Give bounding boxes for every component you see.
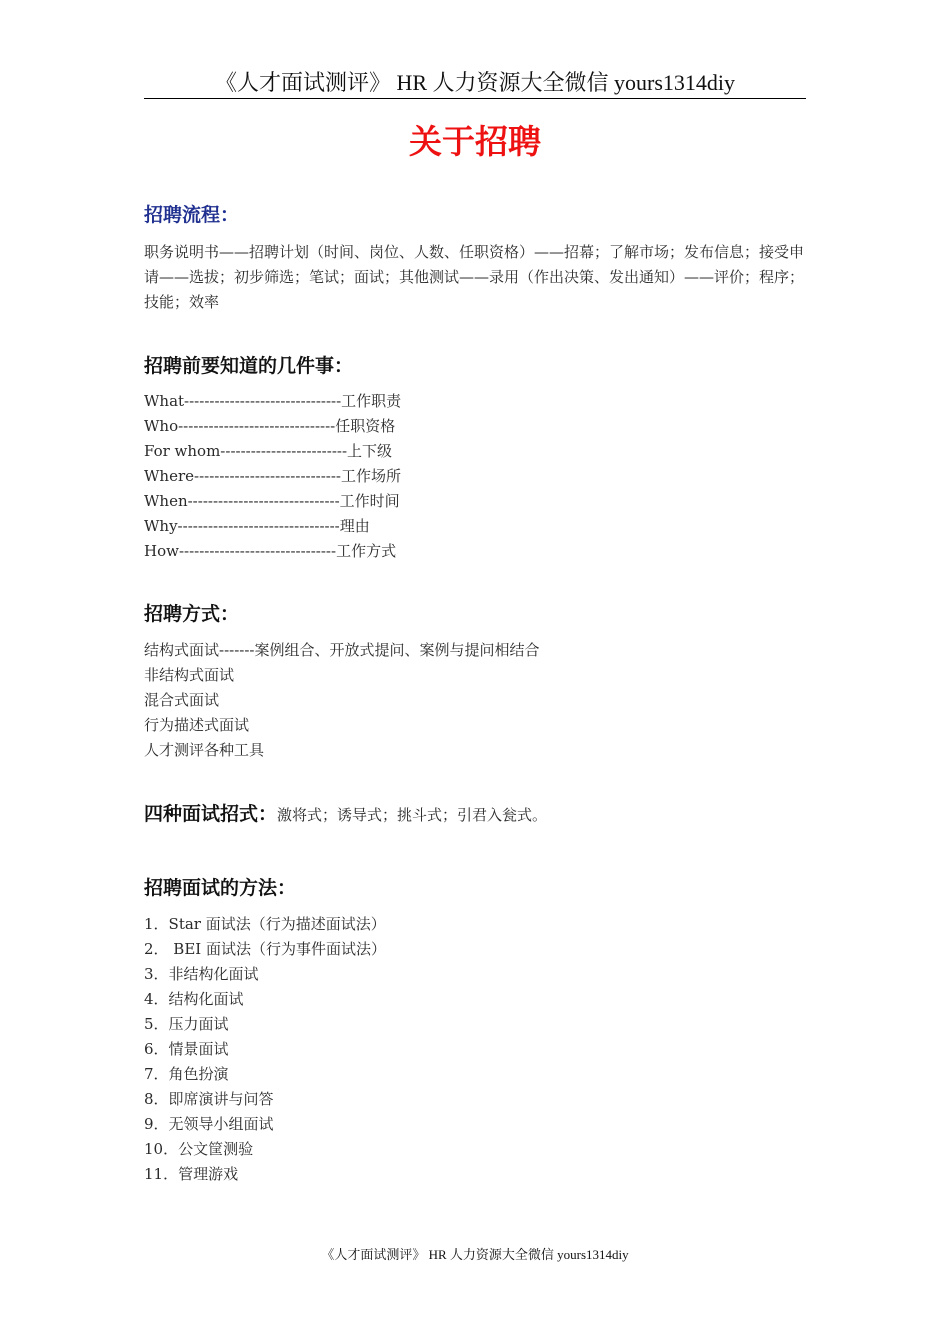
list-item: What-------------------------------工作职责 (144, 392, 402, 410)
recruitment-methods-list (144, 638, 539, 763)
list-item: 6．情景面试 (144, 1040, 229, 1058)
list-item: 11．管理游戏 (144, 1165, 239, 1183)
list-item: 4．结构化面试 (144, 990, 244, 1008)
list-item: 9．无领导小组面试 (144, 1115, 274, 1133)
list-item: 1．Star 面试法（行为描述面试法） (144, 915, 386, 933)
list-item: 5．压力面试 (144, 1015, 229, 1033)
page-header: 《人才面试测评》 HR 人力资源大全微信 yours1314diy (214, 70, 736, 95)
list-item: 8．即席演讲与问答 (144, 1090, 274, 1108)
list-item: Who-------------------------------任职资格 (144, 417, 396, 435)
list-item: Why--------------------------------理由 (144, 517, 370, 535)
section-heading-recruitment-methods: 招聘方式： (144, 603, 240, 625)
interview-methods-list (144, 912, 386, 1187)
document-title: 关于招聘 (409, 122, 541, 161)
list-item: 2． BEI 面试法（行为事件面试法） (144, 940, 386, 958)
four-tactics-text: 激将式；诱导式；挑斗式；引君入瓮式。 (277, 806, 548, 824)
list-item: How-------------------------------工作方式 (144, 542, 397, 560)
section-heading-things-to-know: 招聘前要知道的几件事： (144, 355, 354, 377)
page-footer: 《人才面试测评》 HR 人力资源大全微信 yours1314diy (321, 1247, 629, 1262)
recruitment-process-text: 职务说明书——招聘计划（时间、岗位、人数、任职资格）——招幕；了解市场；发布信息；接受申请——选拔；初步筛选；笔试；面试；其他测试——录用（作出决策、发出通知）——评价；程序；技能；效率 (144, 243, 805, 311)
list-item: When------------------------------工作时间 (144, 492, 400, 510)
section-heading-interview-methods: 招聘面试的方法： (144, 877, 297, 899)
list-item: 非结构式面试 (144, 666, 235, 684)
list-item: 结构式面试-------案例组合、开放式提问、案例与提问相结合 (144, 641, 540, 659)
section-four-interview-tactics (144, 800, 547, 829)
list-item: Where-----------------------------工作场所 (144, 467, 401, 485)
things-to-know-list (144, 389, 401, 564)
list-item: For whom-------------------------上下级 (144, 442, 393, 460)
header-divider (144, 98, 806, 99)
list-item: 10．公文筐测验 (144, 1140, 254, 1158)
list-item: 混合式面试 (144, 691, 220, 709)
section-heading-four-tactics: 四种面试招式： (144, 803, 278, 825)
list-item: 人才测评各种工具 (144, 741, 265, 759)
list-item: 行为描述式面试 (144, 716, 250, 734)
section-heading-recruitment-process: 招聘流程： (144, 204, 240, 226)
list-item: 7．角色扮演 (144, 1065, 229, 1083)
list-item: 3．非结构化面试 (144, 965, 259, 983)
